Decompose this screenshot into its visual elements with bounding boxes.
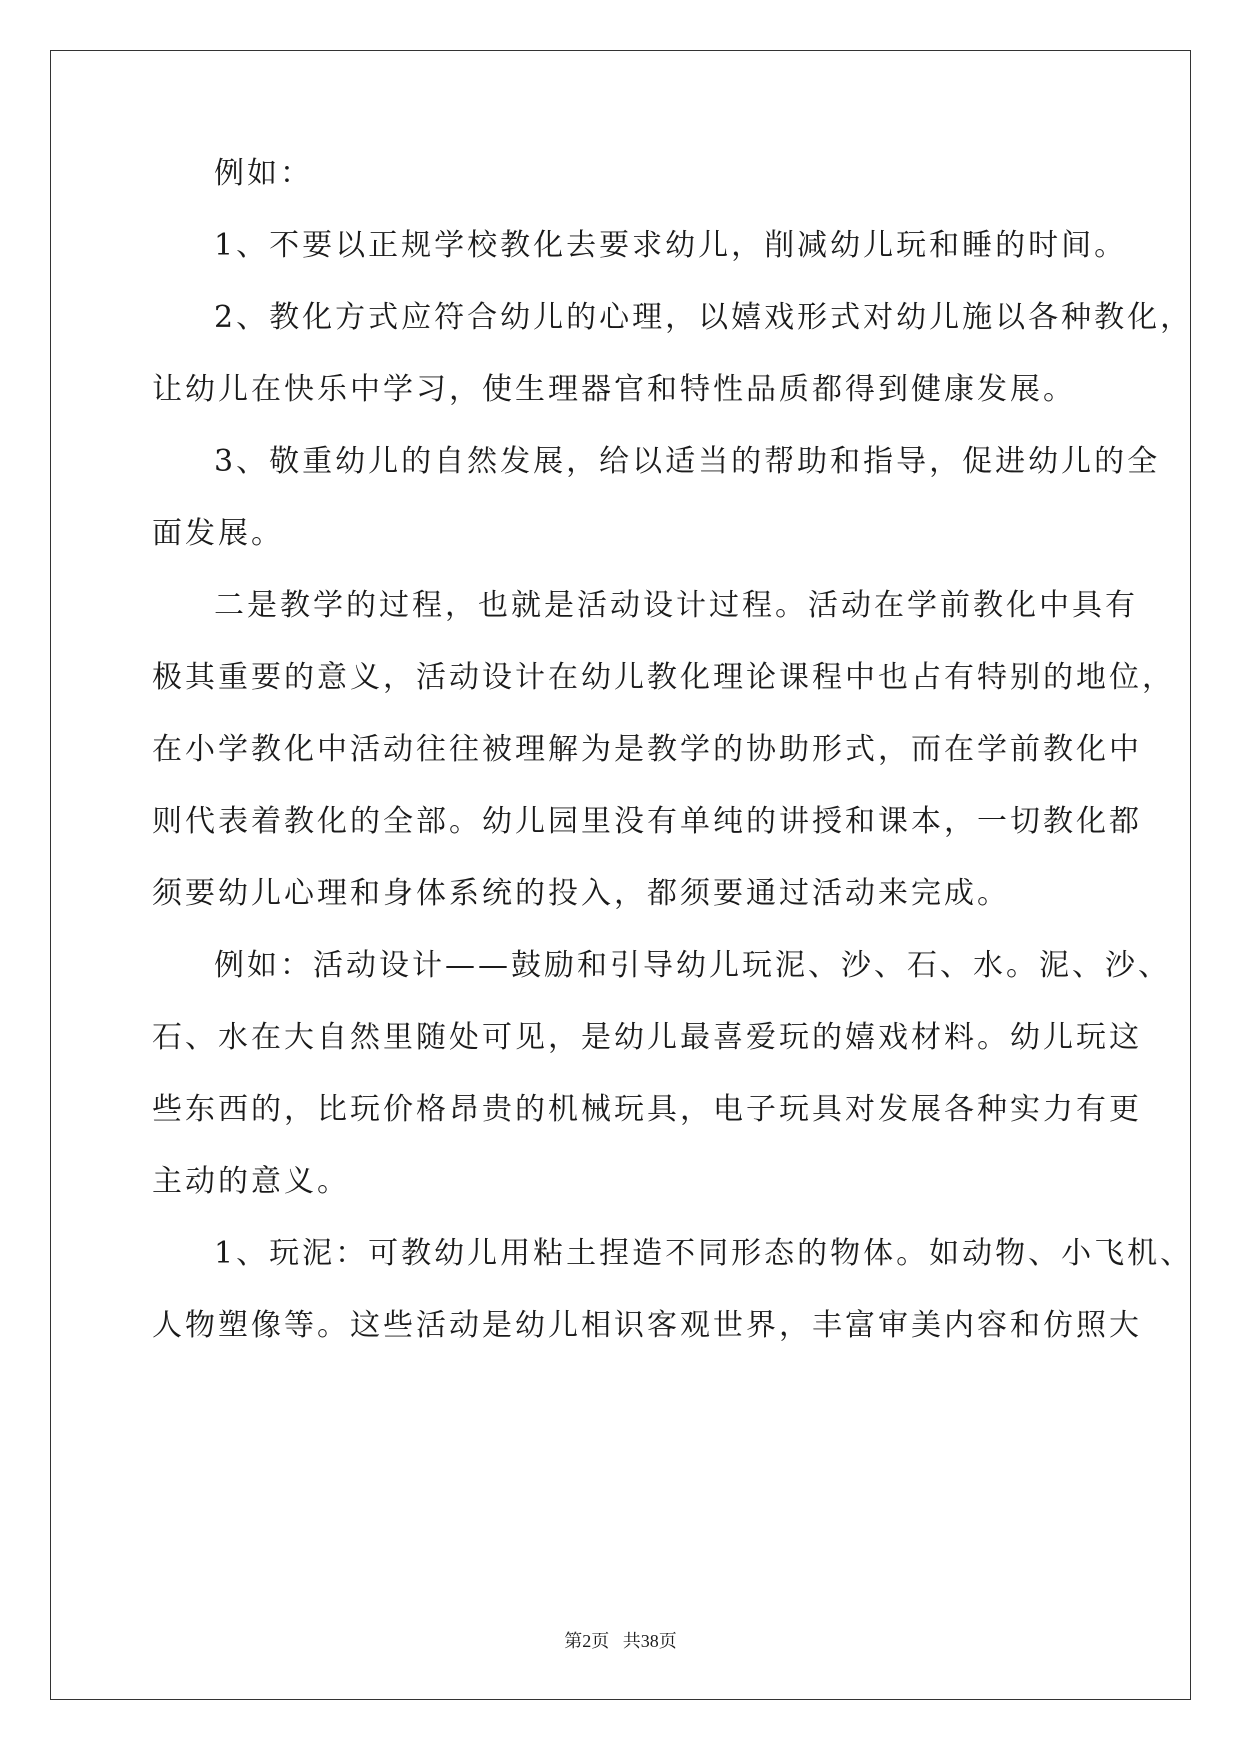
paragraph-line: 人物塑像等。这些活动是幼儿相识客观世界，丰富审美内容和仿照大 bbox=[152, 1308, 1142, 1343]
page-number-footer: 第2页 共38页 bbox=[564, 1631, 677, 1651]
paragraph-line: 须要幼儿心理和身体系统的投入，都须要通过活动来完成。 bbox=[152, 876, 1010, 911]
paragraph-line: 极其重要的意义，活动设计在幼儿教化理论课程中也占有特别的地位， bbox=[152, 660, 1175, 695]
paragraph-line: 石、水在大自然里随处可见，是幼儿最喜爱玩的嬉戏材料。幼儿玩这 bbox=[152, 1020, 1142, 1055]
paragraph-line: 例如：活动设计——鼓励和引导幼儿玩泥、沙、石、水。泥、沙、 bbox=[214, 948, 1171, 983]
paragraph-line: 例如： bbox=[214, 156, 313, 191]
paragraph-line: 让幼儿在快乐中学习，使生理器官和特性品质都得到健康发展。 bbox=[152, 372, 1076, 407]
paragraph-line: 3、敬重幼儿的自然发展，给以适当的帮助和指导，促进幼儿的全 bbox=[214, 444, 1161, 479]
paragraph-line: 2、教化方式应符合幼儿的心理，以嬉戏形式对幼儿施以各种教化， bbox=[214, 300, 1194, 335]
paragraph-line: 1、不要以正规学校教化去要求幼儿，削减幼儿玩和睡的时间。 bbox=[214, 228, 1128, 263]
paragraph-line: 在小学教化中活动往往被理解为是教学的协助形式，而在学前教化中 bbox=[152, 732, 1142, 767]
paragraph-line: 主动的意义。 bbox=[152, 1164, 350, 1199]
paragraph-line: 些东西的，比玩价格昂贵的机械玩具，电子玩具对发展各种实力有更 bbox=[152, 1092, 1142, 1127]
paragraph-line: 面发展。 bbox=[152, 516, 284, 551]
paragraph-line: 二是教学的过程，也就是活动设计过程。活动在学前教化中具有 bbox=[214, 588, 1138, 623]
paragraph-line: 则代表着教化的全部。幼儿园里没有单纯的讲授和课本，一切教化都 bbox=[152, 804, 1142, 839]
paragraph-line: 1、玩泥：可教幼儿用粘土捏造不同形态的物体。如动物、小飞机、 bbox=[214, 1236, 1194, 1271]
